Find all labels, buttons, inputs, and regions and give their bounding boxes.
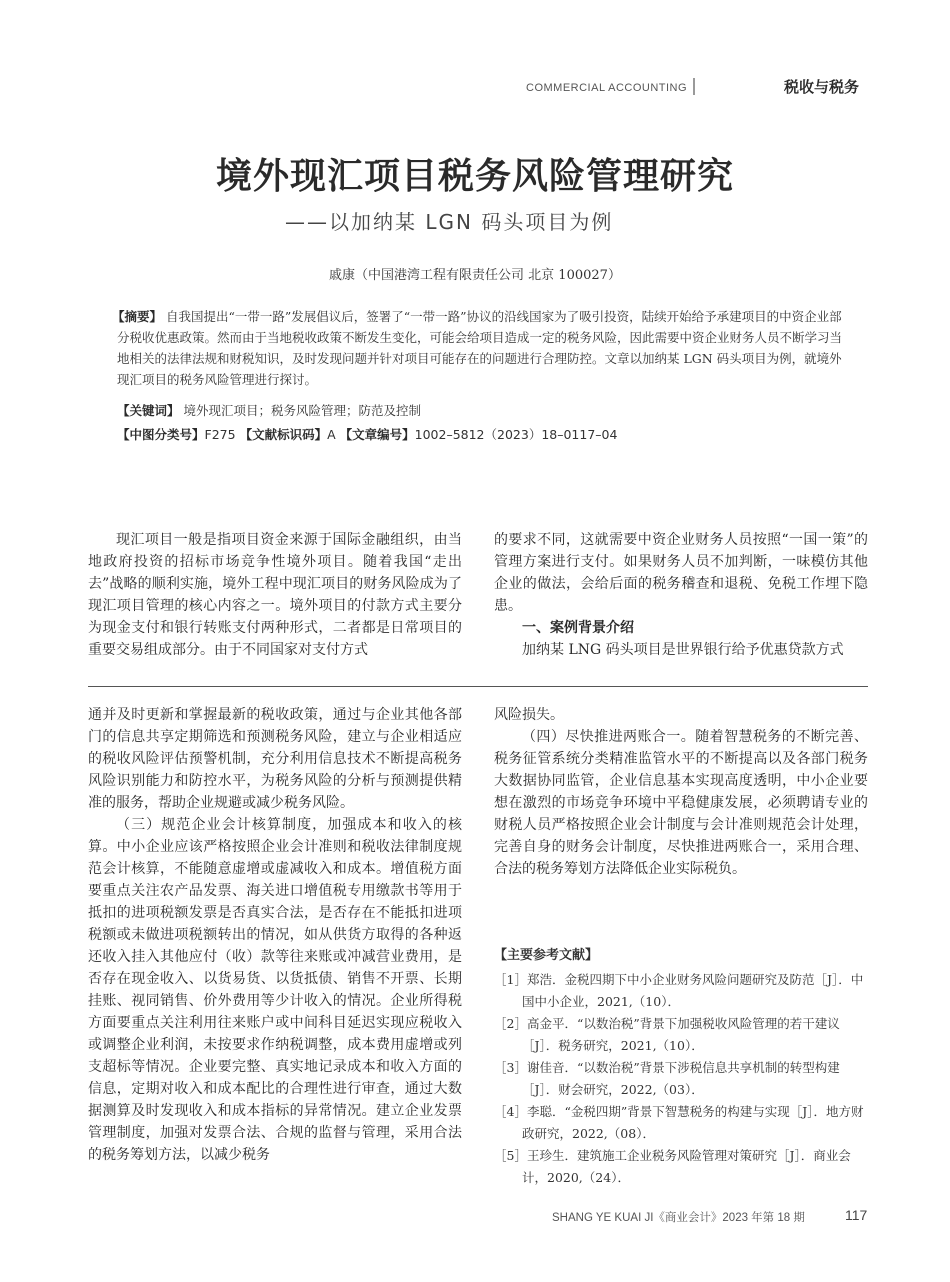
classification-line [117,424,852,445]
article-title: 境外现汇项目税务风险管理研究 [215,156,734,197]
article-number-label: 【文章编号】 [339,427,415,442]
article-subtitle: ——以加纳某 LGN 码头项目为例 [285,210,614,234]
reference-item: ［3］谢佳音．“以数治税”背景下涉税信息共享机制的转型构建［J］．财会研究，2022,（03）． [494,1060,840,1097]
keywords [117,400,852,421]
doc-code-label: 【文献标识码】 [239,427,328,442]
footer-journal: SHANG YE KUAI JI《商业会计》2023 年第 18 期 [552,1212,805,1224]
section-divider [88,686,868,687]
reference-item: ［1］郑浩．金税四期下中小企业财务风险问题研究及防范［J］．中国中小企业，2021,（10）． [494,972,864,1009]
reference-item: ［4］李聪．“金税四期”背景下智慧税务的构建与实现［J］．地方财政研究，2022,（08）． [494,1104,864,1141]
journal-brand: COMMERCIAL ACCOUNTING [526,82,688,94]
references-title: 【主要参考文献】 [494,948,599,963]
case-paragraph: 加纳某 LNG 码头项目是世界银行给予优惠贷款方式 [522,642,844,658]
body-column-right [494,704,868,880]
article-number-value: 1002–5812（2023）18–0117–04 [414,427,618,442]
references [494,945,868,1189]
intro-column-left [88,529,462,661]
body-paragraph: （三）规范企业会计核算制度，加强成本和收入的核算。中小企业应该严格按照企业会计准则和税收法律制度规范会计核算，不能随意虚增或虚减收入和成本。增值税方面要重点关注农产品发票、海关进口增值税专用缴款书等用于抵扣的进项税额发票是否真实合法，是否存在不能抵扣进项税额或未做进项税额转出的情况，如从供货方取得的各种返还收入挂入其他应付（收）款等往来账或冲减营业费用，是否存在现金收入、以货易货、以货抵债、销售不开票、长期挂账、视同销售、价外费用等少计收入的情况。企业所得税方面要重点关注利用往来账户或中间科目延迟实现应税收入或调整企业利润，未按要求作纳税调整，成本费用虚增或列支超标等情况。企业要完整、真实地记录成本和收入方面的信息，定期对收入和成本配比的合理性进行审查，通过大数据测算及时发现收入和成本指标的异常情况。建立企业发票管理制度，加强对发票合法、合规的监督与管理，采用合法的税务筹划方法，以减少税务 [88,817,462,1163]
doc-code-value: A [327,427,336,442]
abstract [112,306,852,390]
body-column-left [88,704,462,1166]
reference-item: ［2］高金平．“以数治税”背景下加强税收风险管理的若干建议［J］．税务研究，2021,（10）． [494,1016,840,1053]
section-heading: 一、案例背景介绍 [522,620,634,636]
intro-paragraph: 现汇项目一般是指项目资金来源于国际金融组织，由当地政府投资的招标市场竞争性境外项目。随着我国“走出去”战略的顺利实施，境外工程中现汇项目的财务风险成为了现汇项目管理的核心内容之一。境外项目的付款方式主要分为现金支付和银行转账支付两种形式，二者都是日常项目的重要交易组成部分。由于不同国家对支付方式 [88,532,462,658]
clc-value: F275 [204,427,236,442]
page-number: 117 [845,1207,868,1223]
reference-item: ［5］王珍生．建筑施工企业税务风险管理对策研究［J］．商业会计，2020,（24）． [494,1148,851,1185]
intro-column-right [494,529,868,661]
author-line: 戚康（中国港湾工程有限责任公司 北京 100027） [329,268,621,283]
section-name: 税收与税务 [784,78,860,96]
intro-paragraph-continued: 的要求不同，这就需要中资企业财务人员按照“一国一策”的管理方案进行支付。如果财务人员不加判断，一味模仿其他企业的做法，会给后面的税务稽查和退税、免税工作埋下隐患。 [494,532,868,614]
clc-label: 【中图分类号】 [117,427,205,442]
abstract-text: 自我国提出“一带一路”发展倡议后，签署了“一带一路”协议的沿线国家为了吸引投资，陆续开始给予承建项目的中资企业部分税收优惠政策。然而由于当地税收政策不断发生变化，可能会给项目造成一定的税务风险，因此需要中资企业财务人员不断学习当地相关的法律法规和财税知识，及时发现问题并针对项目可能存在的问题进行合理防控。文章以加纳某 LGN 码头项目为例，就境外现汇项目的税务风险管理进行探讨。 [117,309,843,387]
abstract-label: 【摘要】 [112,309,163,324]
body-paragraph: 风险损失。 [494,707,564,723]
keywords-label: 【关键词】 [117,403,180,418]
header-separator [693,78,695,95]
keywords-text: 境外现汇项目；税务风险管理；防范及控制 [183,403,422,418]
body-paragraph: 通并及时更新和掌握最新的税收政策，通过与企业其他各部门的信息共享定期筛选和预测税务风险，建立与企业相适应的税收风险评估预警机制，充分利用信息技术不断提高税务风险识别能力和防控水平，为税务风险的分析与预测提供精准的服务，帮助企业规避或减少税务风险。 [88,707,462,811]
body-paragraph: （四）尽快推进两账合一。随着智慧税务的不断完善、税务征管系统分类精准监管水平的不断提高以及各部门税务大数据协同监管，企业信息基本实现高度透明，中小企业要想在激烈的市场竞争环境中平稳健康发展，必须聘请专业的财税人员严格按照企业会计制度与会计准则规范会计处理，完善自身的财务会计制度，尽快推进两账合一，采用合理、合法的税务筹划方法降低企业实际税负。 [494,729,868,877]
